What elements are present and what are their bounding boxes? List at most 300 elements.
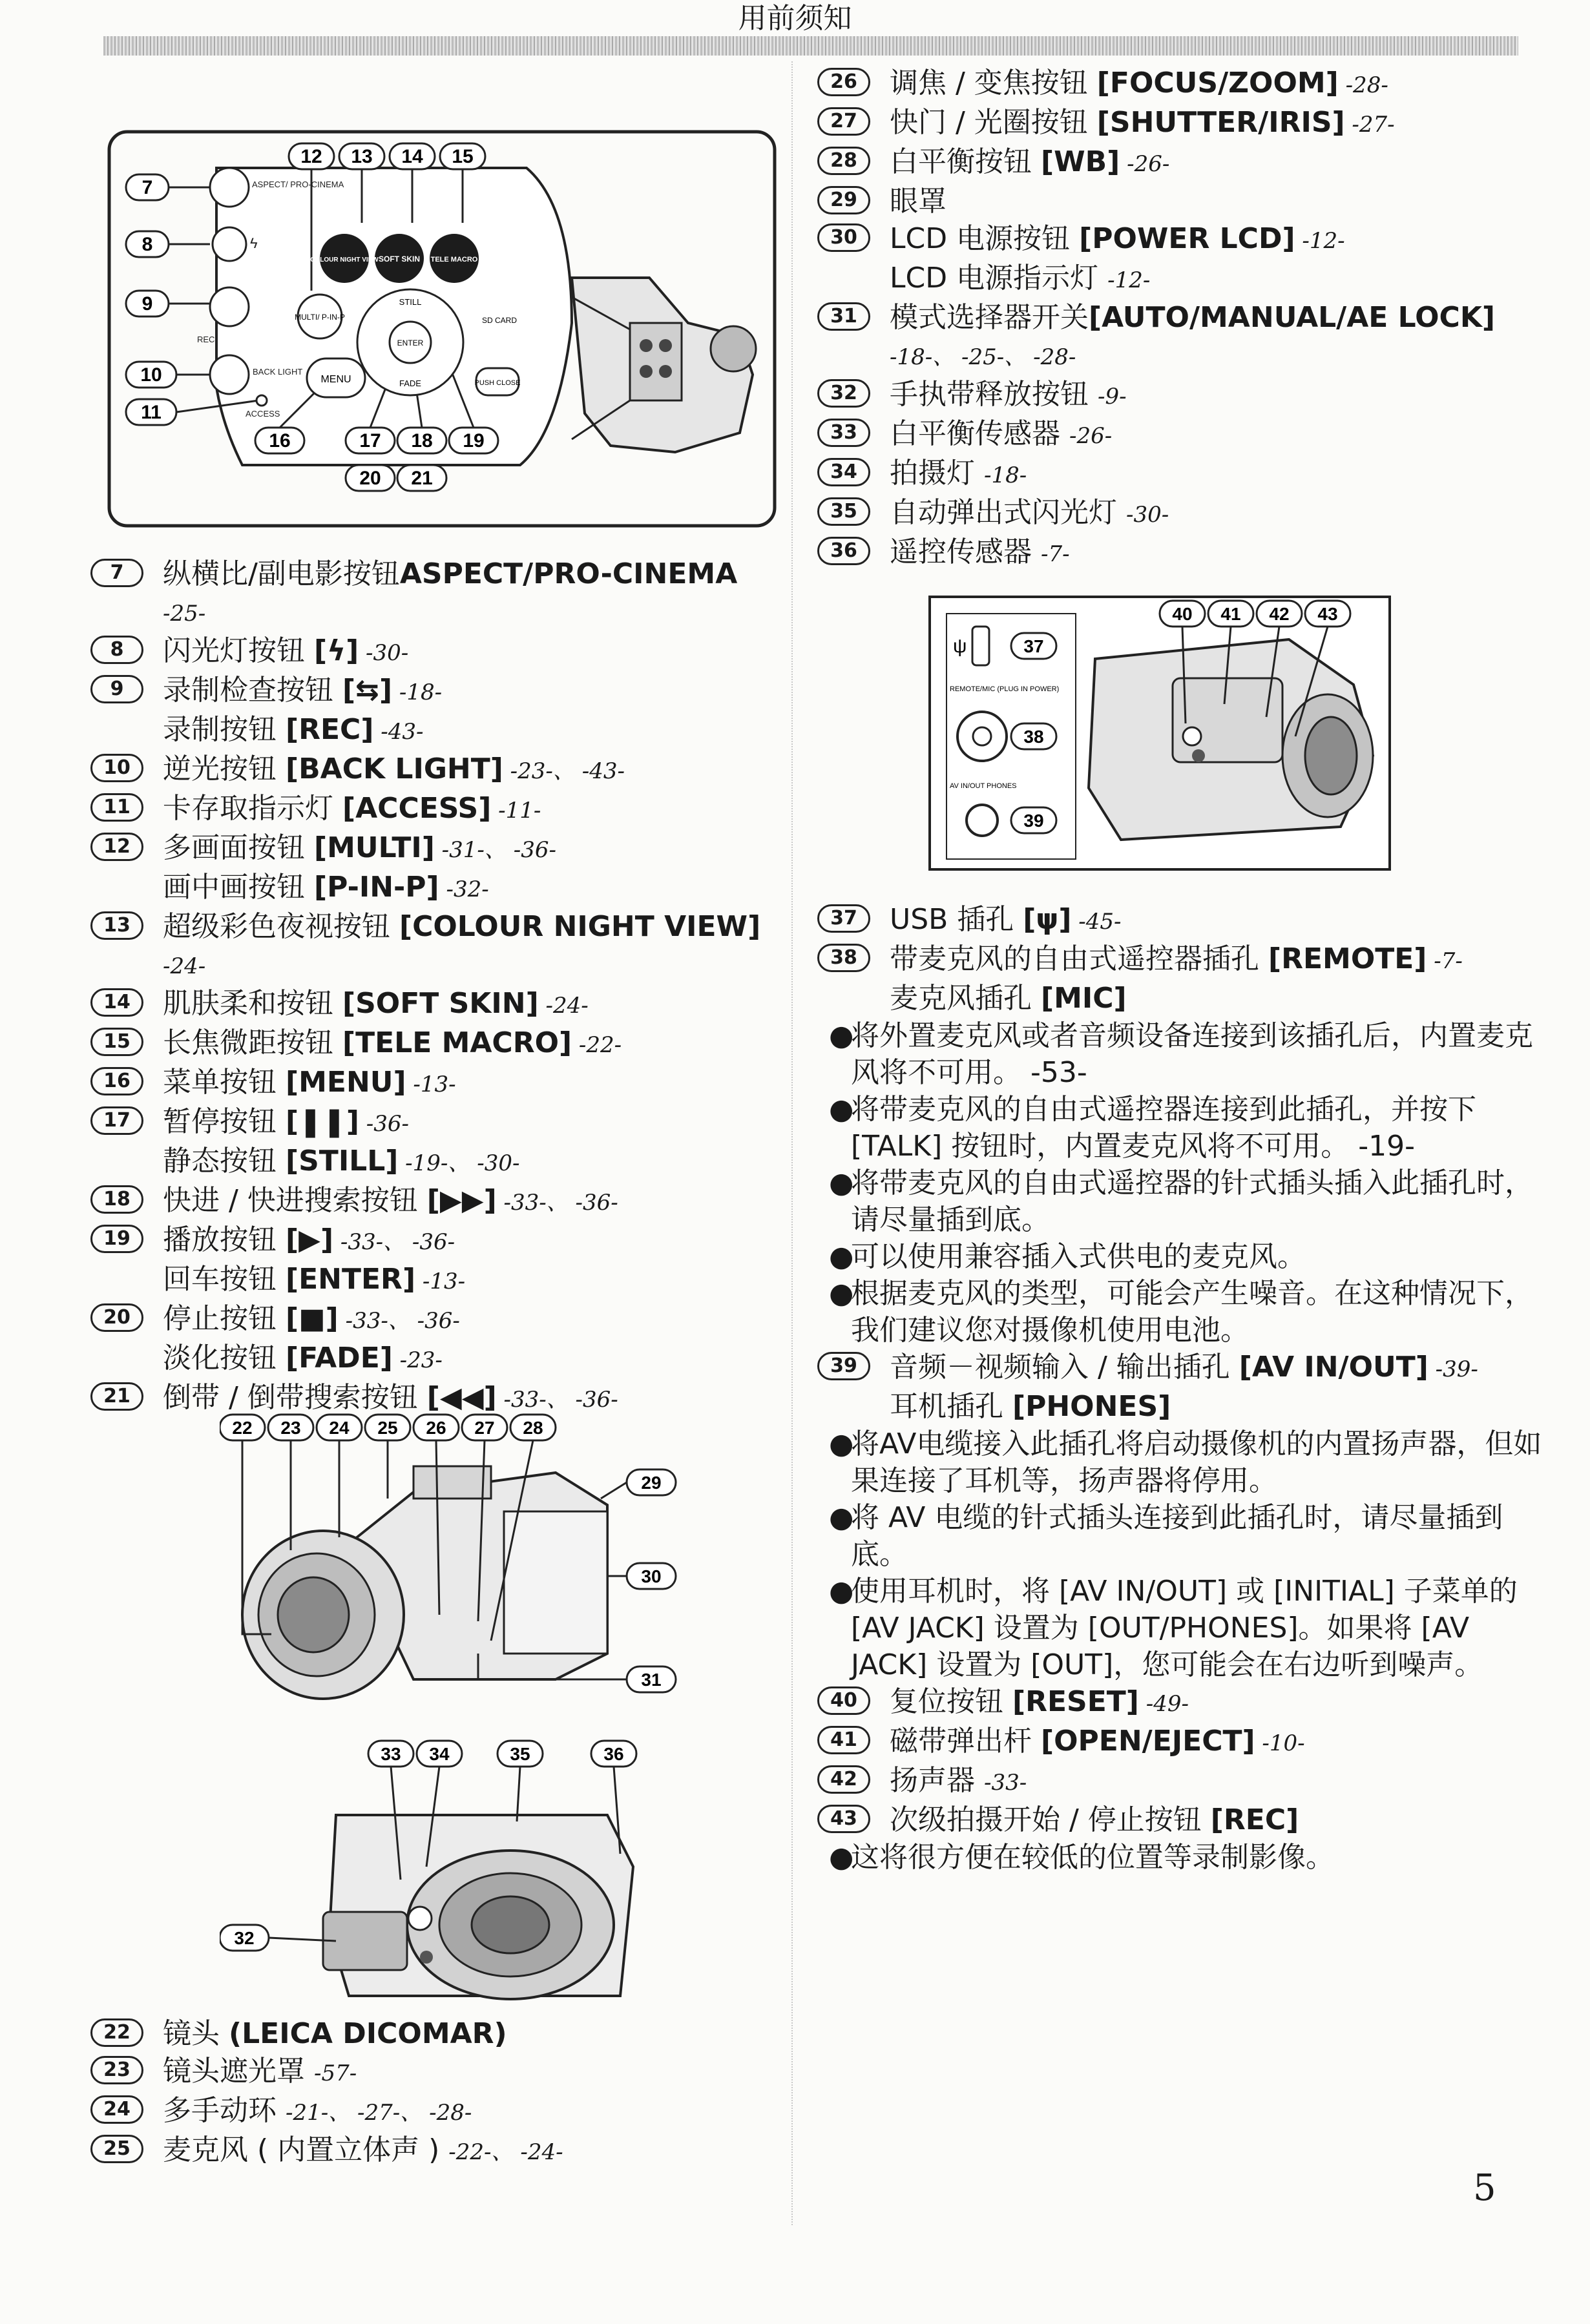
page-reference: -49- (1138, 1691, 1189, 1717)
label-colour-night: COLOUR NIGHT VIEW (310, 256, 379, 264)
list-item (817, 415, 1547, 455)
label-still: STILL (399, 297, 422, 307)
list-item (90, 829, 782, 908)
item-english-term: [MIC] (1041, 982, 1127, 1015)
label-av-phones: AV IN/OUT PHONES (950, 782, 1017, 790)
item-english-term: [P-IN-P] (314, 871, 439, 904)
item-number-badge: 36 (817, 537, 870, 565)
callout-23: 23 (280, 1418, 301, 1438)
bullet-icon: ● (829, 1575, 854, 1608)
label-aspect: ASPECT/ PRO-CINEMA (252, 180, 344, 189)
page-reference: -24- (163, 953, 206, 979)
list-item (90, 632, 782, 672)
label-menu: MENU (320, 374, 351, 385)
item-text: 镜头 (163, 2017, 229, 2050)
item-text: 静态按钮 (163, 1145, 286, 1178)
item-english-term: ASPECT/PRO-CINEMA (399, 557, 738, 590)
item-line (890, 376, 1547, 415)
bullet-note (817, 1165, 1547, 1238)
bullet-note (817, 1275, 1547, 1349)
item-text: 卡存取指示灯 (163, 792, 342, 825)
item-number-badge: 34 (817, 458, 870, 486)
callout-41: 41 (1220, 604, 1241, 624)
callout-25: 25 (377, 1418, 398, 1438)
item-english-term: [ϟ] (314, 634, 359, 667)
figure-camcorder-front (220, 1738, 685, 2009)
page-reference: -33-、 -36- (333, 1229, 455, 1255)
item-number-badge: 24 (90, 2095, 143, 2124)
list-item (90, 751, 782, 790)
item-number-badge: 13 (90, 911, 143, 940)
item-text: 白平衡传感器 (890, 417, 1069, 450)
item-text: 多画面按钮 (163, 831, 314, 864)
item-number-badge: 14 (90, 988, 143, 1017)
page-reference: -33-、 -36- (496, 1190, 618, 1216)
figure-control-panel (107, 129, 779, 530)
item-line (890, 1801, 1547, 1839)
item-text: 快进 / 快进搜索按钮 (163, 1184, 427, 1217)
item-line (163, 2015, 782, 2053)
item-english-term: [COLOUR NIGHT VIEW] (399, 910, 761, 943)
left-column-list (90, 555, 782, 1418)
callout-22: 22 (232, 1418, 253, 1438)
item-text: 录制检查按钮 (163, 674, 342, 707)
callout-7: 7 (141, 177, 153, 198)
item-text: USB 插孔 (890, 903, 1023, 936)
callout-36: 36 (603, 1744, 624, 1764)
item-number-badge: 7 (90, 559, 143, 587)
item-line (163, 1182, 782, 1221)
item-number-badge: 22 (90, 2018, 143, 2047)
page-reference: -7- (1427, 948, 1463, 974)
list-item (90, 555, 782, 632)
page-reference: -26- (1120, 151, 1170, 177)
page-reference: -13- (415, 1269, 466, 1294)
list-item (90, 1024, 782, 1064)
item-english-term: [OPEN/EJECT] (1041, 1725, 1255, 1758)
item-line (163, 672, 782, 711)
item-number-badge: 39 (817, 1352, 870, 1380)
item-line (890, 415, 1547, 455)
item-text: 长焦微距按钮 (163, 1026, 342, 1059)
item-number-badge: 9 (90, 675, 143, 703)
page-reference: -27- (1344, 112, 1395, 138)
callout-20: 20 (359, 468, 381, 489)
page-reference: -12- (1295, 228, 1345, 254)
bullet-icon: ● (829, 1277, 854, 1310)
item-english-term: [⇆] (342, 674, 393, 707)
page-reference: -7- (1041, 541, 1070, 567)
item-english-term: [■] (286, 1302, 339, 1335)
page-reference: -33-、 -36- (496, 1387, 618, 1413)
page-reference: -18-、 -25-、 -28- (890, 344, 1076, 370)
page-reference: -11- (491, 798, 541, 824)
label-access: ACCESS (246, 409, 280, 419)
item-line (163, 632, 782, 672)
bullet-note (817, 1238, 1547, 1275)
page-reference: -18- (392, 680, 443, 705)
callout-37: 37 (1023, 636, 1044, 656)
callout-35: 35 (510, 1744, 530, 1764)
callout-43: 43 (1317, 604, 1338, 624)
callout-32: 32 (234, 1928, 255, 1948)
bullet-note (817, 1839, 1547, 1876)
page-reference: -23- (392, 1347, 443, 1373)
item-text: 纵横比/副电影按钮 (163, 557, 400, 590)
item-english-term: [AV IN/OUT] (1239, 1351, 1428, 1384)
bullet-icon: ● (829, 1240, 854, 1273)
item-english-term: [AUTO/MANUAL/AE LOCK] (1089, 301, 1496, 334)
item-text: 镜头遮光罩 (163, 2055, 314, 2088)
label-enter: ENTER (397, 338, 424, 348)
item-line (890, 143, 1547, 183)
item-line (163, 908, 782, 946)
item-text: 菜单按钮 (163, 1066, 286, 1099)
item-number-badge: 43 (817, 1805, 870, 1833)
page-reference: -23-、 -43- (503, 758, 625, 784)
item-english-term: (LEICA DICOMAR) (229, 2017, 507, 2050)
label-backlight: BACK LIGHT (253, 367, 303, 377)
item-line (890, 1683, 1547, 1723)
list-item (90, 908, 782, 985)
page-reference: -22- (572, 1032, 622, 1058)
right-column-list-a (817, 65, 1547, 573)
callout-8: 8 (141, 234, 153, 255)
bullet-note (817, 1499, 1547, 1573)
right-column-list-b (817, 901, 1547, 1876)
item-text: 暂停按钮 (163, 1105, 286, 1138)
label-flash: ϟ (250, 235, 258, 251)
bullet-icon: ● (829, 1501, 854, 1534)
list-item (817, 104, 1547, 143)
page-reference: -18- (984, 462, 1027, 488)
item-line (890, 494, 1547, 534)
item-text: LCD 电源按钮 (890, 222, 1080, 255)
item-english-term: [▶▶] (426, 1184, 497, 1217)
item-number-badge: 27 (817, 107, 870, 136)
item-number-badge: 38 (817, 944, 870, 972)
column-divider (791, 61, 793, 2225)
item-text: 扬声器 (890, 1764, 984, 1797)
item-line (163, 2092, 782, 2132)
list-item (90, 2132, 782, 2171)
item-number-badge: 33 (817, 419, 870, 447)
item-number-badge: 21 (90, 1382, 143, 1411)
page-reference: -30- (1126, 502, 1169, 528)
item-line (890, 534, 1547, 573)
item-english-term: [TELE MACRO] (342, 1026, 572, 1059)
note-text: 这将很方便在较低的位置等录制影像。 (851, 1841, 1334, 1874)
item-text: 复位按钮 (890, 1685, 1012, 1718)
item-english-term: [◀◀] (426, 1381, 497, 1414)
callout-21: 21 (411, 468, 433, 489)
page-reference: -36- (359, 1111, 410, 1137)
item-text: 淡化按钮 (163, 1342, 286, 1375)
item-number-badge: 25 (90, 2135, 143, 2163)
item-english-term: [RESET] (1012, 1685, 1139, 1718)
item-text: 次级拍摄开始 / 停止按钮 (890, 1803, 1211, 1836)
item-number-badge: 12 (90, 833, 143, 861)
list-item (90, 1182, 782, 1221)
page-reference: -25- (163, 601, 206, 627)
item-number-badge: 10 (90, 754, 143, 782)
list-item (90, 2053, 782, 2092)
callout-42: 42 (1269, 604, 1290, 624)
list-item (817, 1683, 1547, 1723)
list-item (817, 65, 1547, 104)
item-line (890, 1723, 1547, 1762)
page-reference: -12- (1107, 267, 1151, 293)
item-text: 倒带 / 倒带搜索按钮 (163, 1381, 427, 1414)
list-item (817, 1762, 1547, 1801)
item-line (163, 829, 782, 869)
item-text: 停止按钮 (163, 1302, 286, 1335)
item-english-term: [SHUTTER/IRIS] (1096, 106, 1345, 139)
item-number-badge: 29 (817, 186, 870, 214)
page-reference: -28- (1338, 72, 1388, 98)
item-english-term: [ψ] (1023, 903, 1072, 936)
item-text: 闪光灯按钮 (163, 634, 314, 667)
bullet-note (817, 1091, 1547, 1165)
item-number-badge: 32 (817, 379, 870, 408)
item-text: 手执带释放按钮 (890, 378, 1098, 411)
list-item (90, 1221, 782, 1300)
item-english-term: [BACK LIGHT] (286, 752, 503, 785)
item-english-term: [FADE] (286, 1342, 393, 1375)
note-text: 将带麦克风的自由式遥控器的针式插头插入此插孔时，请尽量插到底。 (851, 1167, 1533, 1236)
item-number-badge: 28 (817, 147, 870, 175)
item-line (890, 1762, 1547, 1801)
item-english-term: [REMOTE] (1268, 942, 1427, 975)
page-reference: -33- (984, 1770, 1027, 1796)
page-reference: -43- (373, 719, 424, 745)
item-line (163, 869, 782, 908)
item-line (890, 1349, 1547, 1388)
item-text: 录制按钮 (163, 713, 286, 746)
list-item (817, 940, 1547, 1017)
item-text: 超级彩色夜视按钮 (163, 910, 399, 943)
item-text: 回车按钮 (163, 1263, 286, 1296)
item-english-term: [❚❚] (286, 1105, 359, 1138)
callout-18: 18 (411, 430, 433, 451)
page-reference: -45- (1071, 909, 1122, 935)
item-text: 多手动环 (163, 2094, 286, 2127)
item-line (890, 901, 1547, 940)
item-english-term: [ACCESS] (342, 792, 492, 825)
item-line (890, 1388, 1547, 1426)
callout-11: 11 (141, 402, 162, 423)
label-push-close: PUSH CLOSE (474, 379, 521, 387)
page-reference: -19-、 -30- (398, 1150, 520, 1176)
bullet-icon: ● (829, 1841, 854, 1874)
bullet-note (817, 1426, 1547, 1499)
list-item (817, 534, 1547, 573)
item-line (890, 220, 1547, 260)
item-line (163, 1340, 782, 1379)
item-line (163, 2053, 782, 2092)
item-number-badge: 17 (90, 1106, 143, 1135)
page-reference: -10- (1255, 1730, 1305, 1756)
list-item (817, 494, 1547, 534)
list-item (817, 1349, 1547, 1426)
item-text: 遥控传感器 (890, 535, 1041, 568)
page-reference: -30- (359, 640, 409, 666)
item-number-badge: 31 (817, 302, 870, 331)
item-text: 带麦克风的自由式遥控器插孔 (890, 942, 1268, 975)
callout-15: 15 (452, 146, 474, 167)
label-sd-card: SD CARD (481, 316, 518, 325)
label-tele-macro: TELE MACRO (430, 256, 478, 264)
list-item (817, 299, 1547, 376)
item-line (163, 1261, 782, 1300)
item-text: 麦克风插孔 (890, 982, 1041, 1015)
item-text: 磁带弹出杆 (890, 1725, 1041, 1758)
page-reference: -24- (538, 993, 589, 1019)
callout-24: 24 (329, 1418, 350, 1438)
figure-camcorder-side (220, 1408, 685, 1744)
callout-16: 16 (269, 430, 291, 451)
note-text: 将 AV 电缆的针式插头连接到此插孔时，请尽量插到底。 (851, 1501, 1503, 1571)
item-english-term: [FOCUS/ZOOM] (1096, 67, 1339, 99)
note-text: 将外置麦克风或者音频设备连接到该插孔后，内置麦克风将不可用。 -53- (851, 1019, 1533, 1089)
item-line (890, 183, 1547, 220)
item-number-badge: 41 (817, 1726, 870, 1754)
page-reference: -31-、 -36- (434, 837, 556, 863)
item-text: 逆光按钮 (163, 752, 286, 785)
bullet-note (817, 1017, 1547, 1091)
item-english-term: [STILL] (286, 1145, 399, 1178)
item-number-badge: 20 (90, 1303, 143, 1332)
item-number-badge: 42 (817, 1765, 870, 1794)
item-text: 麦克风 ( 内置立体声 ) (163, 2133, 449, 2166)
callout-17: 17 (359, 430, 381, 451)
note-text: 将带麦克风的自由式遥控器连接到此插孔，并按下 [TALK] 按钮时，内置麦克风将不可用。 -19- (851, 1093, 1476, 1163)
list-item (90, 1064, 782, 1103)
item-english-term: [POWER LCD] (1079, 222, 1295, 255)
item-english-term: [REC] (286, 713, 374, 746)
list-item (817, 455, 1547, 494)
item-line (163, 555, 782, 593)
item-number-badge: 11 (90, 793, 143, 822)
item-number-badge: 30 (817, 223, 870, 252)
item-text: 拍摄灯 (890, 457, 984, 490)
item-english-term: [MULTI] (314, 831, 435, 864)
item-text: 自动弹出式闪光灯 (890, 496, 1126, 529)
callout-31: 31 (641, 1670, 662, 1690)
item-line (890, 104, 1547, 143)
item-line (890, 980, 1547, 1017)
item-number-badge: 16 (90, 1067, 143, 1095)
item-number-badge: 40 (817, 1686, 870, 1715)
item-line (163, 1221, 782, 1261)
item-text: 白平衡按钮 (890, 145, 1041, 178)
item-line (890, 65, 1547, 104)
callout-29: 29 (641, 1473, 662, 1493)
item-text: 模式选择器开关 (890, 301, 1089, 334)
item-text: 眼罩 (890, 185, 947, 218)
item-number-badge: 26 (817, 68, 870, 96)
bullet-note (817, 1573, 1547, 1683)
item-text: 音频－视频输入 / 输出插孔 (890, 1351, 1239, 1384)
page-reference: -57- (314, 2060, 357, 2086)
item-line (163, 1103, 782, 1143)
bullet-icon: ● (829, 1167, 854, 1199)
item-line (890, 940, 1547, 980)
item-line (163, 751, 782, 790)
label-multi: MULTI/ P-IN-P (295, 313, 345, 322)
item-text: 调焦 / 变焦按钮 (890, 67, 1097, 99)
item-english-term: [REC] (1210, 1803, 1299, 1836)
item-text: LCD 电源指示灯 (890, 262, 1108, 295)
page-reference: -39- (1428, 1356, 1478, 1382)
item-english-term: [WB] (1041, 145, 1120, 178)
item-line (163, 593, 782, 632)
item-number-badge: 19 (90, 1225, 143, 1253)
item-number-badge: 37 (817, 904, 870, 933)
bullet-icon: ● (829, 1019, 854, 1052)
item-number-badge: 8 (90, 636, 143, 664)
note-text: 可以使用兼容插入式供电的麦克风。 (851, 1240, 1306, 1273)
label-fade: FADE (399, 379, 421, 388)
callout-39: 39 (1023, 811, 1044, 831)
list-item (817, 376, 1547, 415)
note-text: 使用耳机时，将 [AV IN/OUT] 或 [INITIAL] 子菜单的 [AV JACK] 设置为 [OUT/PHONES]。如果将 [AV JACK] 设置为 [OUT]，您可能会在右边听到噪声。 (851, 1575, 1518, 1681)
figure-side-jacks (927, 594, 1392, 872)
callout-40: 40 (1172, 604, 1193, 624)
item-line (890, 337, 1547, 376)
item-line (163, 711, 782, 751)
page-reference: -9- (1098, 384, 1127, 410)
item-text: 画中画按钮 (163, 871, 314, 904)
page-header-title: 用前须知 (738, 2, 852, 35)
item-line (163, 1300, 782, 1340)
item-number-badge: 15 (90, 1028, 143, 1056)
list-item (90, 2092, 782, 2132)
callout-13: 13 (351, 146, 373, 167)
callout-9: 9 (141, 293, 153, 315)
page-reference: -26- (1069, 423, 1113, 449)
callout-34: 34 (429, 1744, 450, 1764)
list-item (90, 1300, 782, 1379)
item-line (163, 1143, 782, 1182)
page-reference: -33-、 -36- (338, 1308, 460, 1334)
callout-28: 28 (523, 1418, 543, 1438)
list-item (817, 183, 1547, 220)
callout-14: 14 (401, 146, 423, 167)
list-item (817, 1723, 1547, 1762)
item-number-badge: 23 (90, 2056, 143, 2084)
item-line (890, 260, 1547, 299)
left-column-list-b (90, 2015, 782, 2171)
item-english-term: [SOFT SKIN] (342, 987, 539, 1020)
callout-33: 33 (381, 1744, 401, 1764)
label-rec: REC (197, 335, 215, 344)
list-item (817, 143, 1547, 183)
callout-30: 30 (641, 1566, 662, 1586)
item-line (163, 985, 782, 1024)
page-reference: -21-、 -27-、 -28- (286, 2100, 472, 2126)
label-soft-skin: SOFT SKIN (378, 254, 421, 264)
item-english-term: [PHONES] (1012, 1390, 1171, 1423)
list-item (817, 1801, 1547, 1839)
item-text: 耳机插孔 (890, 1390, 1012, 1423)
item-line (163, 790, 782, 829)
list-item (817, 901, 1547, 940)
page-reference: -22-、 -24- (448, 2139, 563, 2165)
item-english-term: [MENU] (286, 1066, 406, 1099)
item-number-badge: 18 (90, 1185, 143, 1214)
callout-19: 19 (463, 430, 485, 451)
